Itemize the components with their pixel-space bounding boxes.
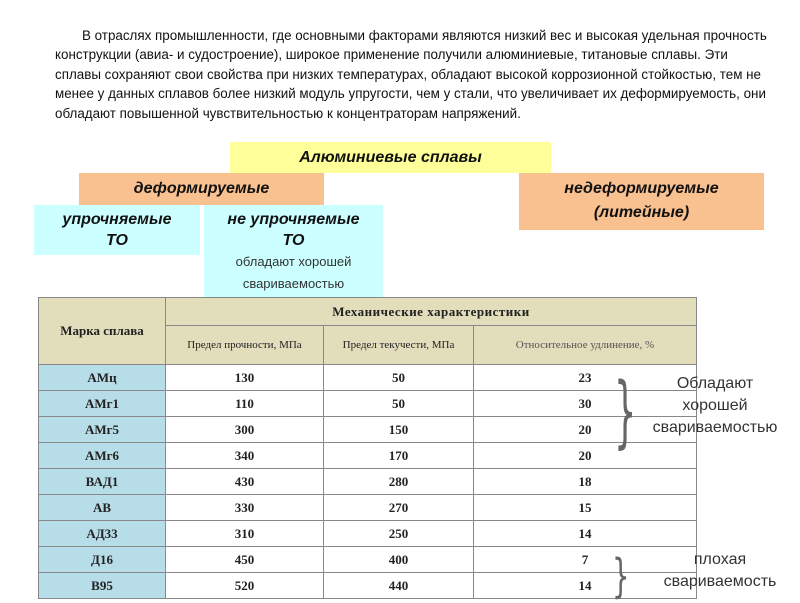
strength-cell: 310 bbox=[166, 521, 324, 547]
elongation-cell: 23 bbox=[474, 365, 697, 391]
grade-cell: ВАД1 bbox=[39, 469, 166, 495]
strength-cell: 520 bbox=[166, 573, 324, 599]
brace-bad: } bbox=[612, 549, 630, 603]
note-line: свариваемостью bbox=[652, 419, 778, 436]
yield-cell: 170 bbox=[324, 443, 474, 469]
grade-cell: АМг1 bbox=[39, 391, 166, 417]
grade-cell: Д16 bbox=[39, 547, 166, 573]
grade-cell: АМг5 bbox=[39, 417, 166, 443]
yield-cell: 150 bbox=[324, 417, 474, 443]
elongation-cell: 18 bbox=[474, 469, 697, 495]
heat-treatment-label: ТО bbox=[282, 232, 305, 249]
strength-cell: 110 bbox=[166, 391, 324, 417]
strength-header: Предел прочности, МПа bbox=[166, 326, 324, 365]
strength-cell: 430 bbox=[166, 469, 324, 495]
heat-treatment-label: ТО bbox=[105, 232, 128, 249]
yield-cell: 270 bbox=[324, 495, 474, 521]
yield-cell: 280 bbox=[324, 469, 474, 495]
yield-cell: 250 bbox=[324, 521, 474, 547]
elongation-cell: 20 bbox=[474, 417, 697, 443]
yield-cell: 50 bbox=[324, 391, 474, 417]
weldability-note: обладают хорошей bbox=[235, 254, 352, 269]
yield-cell: 50 bbox=[324, 365, 474, 391]
note-line: хорошей bbox=[682, 397, 748, 414]
good-weldability-note bbox=[630, 373, 800, 439]
non-hardenable-label: не упрочняемые bbox=[227, 211, 360, 228]
cast-label: (литейные) bbox=[593, 204, 690, 221]
deformable-box: деформируемые bbox=[79, 173, 324, 205]
grade-header: Марка сплава bbox=[39, 298, 166, 365]
table-row bbox=[39, 573, 697, 599]
table-row bbox=[39, 495, 697, 521]
non-deformable-label: недеформируемые bbox=[564, 180, 719, 197]
table-row bbox=[39, 417, 697, 443]
yield-cell: 440 bbox=[324, 573, 474, 599]
grade-cell: АВ bbox=[39, 495, 166, 521]
non-deformable-box bbox=[519, 173, 764, 230]
brace-good: } bbox=[614, 367, 637, 457]
strength-cell: 330 bbox=[166, 495, 324, 521]
grade-cell: В95 bbox=[39, 573, 166, 599]
strength-cell: 450 bbox=[166, 547, 324, 573]
alloy-properties-table bbox=[38, 297, 697, 603]
note-line: Обладают bbox=[676, 375, 754, 392]
table-row bbox=[39, 365, 697, 391]
strength-cell: 130 bbox=[166, 365, 324, 391]
mechanical-header: Механические характеристики bbox=[166, 298, 697, 326]
hardenable-box bbox=[34, 205, 200, 255]
table-row bbox=[39, 391, 697, 417]
non-hardenable-box bbox=[204, 205, 383, 297]
note-line: плохая bbox=[693, 551, 747, 568]
elongation-header: Относительное удлинение, % bbox=[474, 326, 697, 365]
table-row bbox=[39, 443, 697, 469]
elongation-cell: 15 bbox=[474, 495, 697, 521]
note-line: свариваемость bbox=[663, 573, 777, 590]
weldability-note: свариваемостью bbox=[242, 276, 345, 291]
table-row bbox=[39, 469, 697, 495]
elongation-cell: 14 bbox=[474, 521, 697, 547]
elongation-cell: 30 bbox=[474, 391, 697, 417]
elongation-cell: 14 bbox=[474, 573, 697, 599]
grade-cell: АМг6 bbox=[39, 443, 166, 469]
hardenable-label: упрочняемые bbox=[62, 211, 172, 228]
table-row bbox=[39, 547, 697, 573]
elongation-cell: 20 bbox=[474, 443, 697, 469]
strength-cell: 300 bbox=[166, 417, 324, 443]
grade-cell: АМц bbox=[39, 365, 166, 391]
strength-cell: 340 bbox=[166, 443, 324, 469]
intro-paragraph: В отраслях промышленности, где основными факторами являются низкий вес и высокая удельная прочность конструкции (авиа- и судостроение), широкое применение получили алюминиевые, титановые сплавы. Эти сплавы сохраняют свои свойства при низких температурах, обладают высокой коррозионной стойкостью, тем не менее у данных сплавов более низкий модуль упругости, чем у стали, что увеличивает их деформируемость, они обладают повышенной чувствительностью к концентраторам напряжений. bbox=[55, 28, 767, 121]
aluminum-alloys-box: Алюминиевые сплавы bbox=[230, 142, 551, 173]
table-row bbox=[39, 521, 697, 547]
yield-header: Предел текучести, МПа bbox=[324, 326, 474, 365]
grade-cell: АД33 bbox=[39, 521, 166, 547]
poor-weldability-note bbox=[640, 549, 800, 593]
elongation-cell: 7 bbox=[474, 547, 697, 573]
yield-cell: 400 bbox=[324, 547, 474, 573]
